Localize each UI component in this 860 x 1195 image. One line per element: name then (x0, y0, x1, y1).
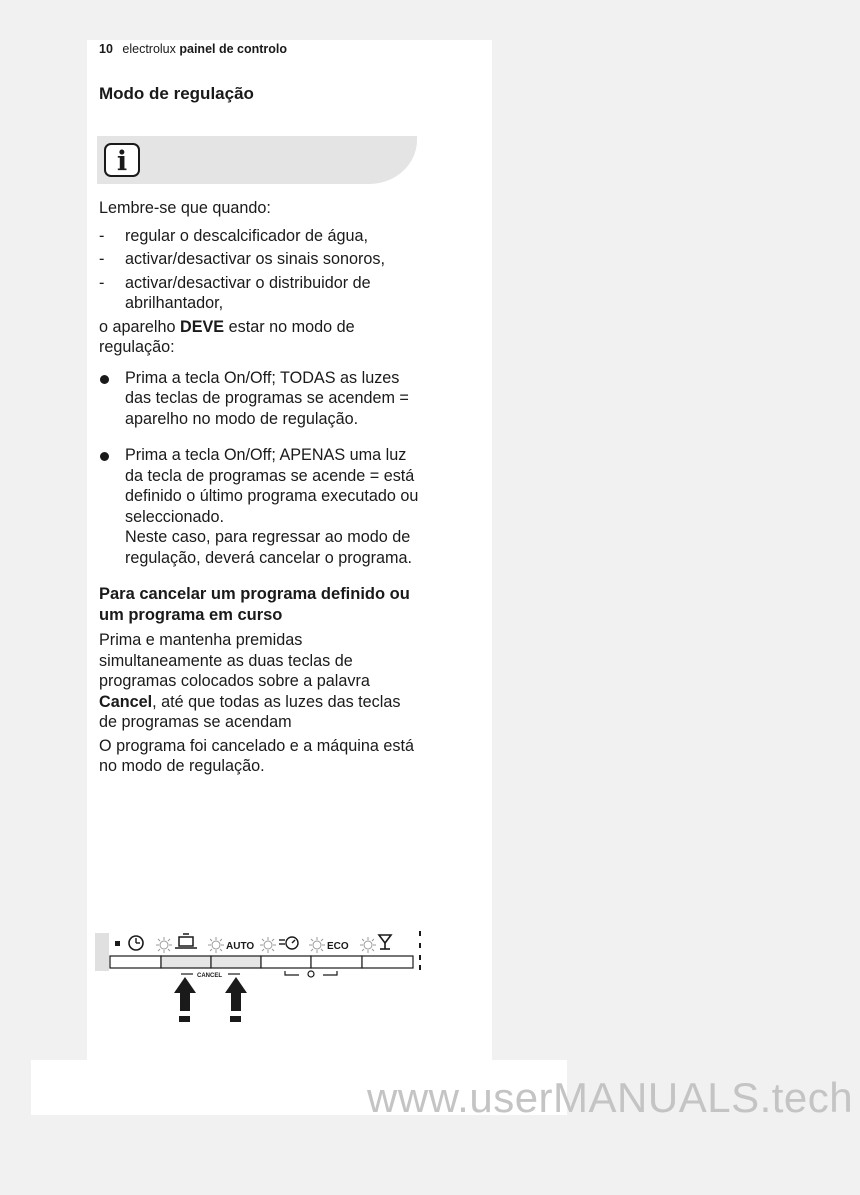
eco-label: ECO (327, 941, 349, 952)
program-button[interactable] (362, 956, 413, 968)
cancel-paragraph (99, 630, 419, 733)
bullet-item (99, 445, 419, 568)
section-name: painel de controlo (179, 42, 288, 56)
manual-page (87, 40, 492, 1060)
brand-name: electrolux (122, 42, 176, 56)
quick-wash-icon (279, 937, 298, 949)
program-button[interactable] (211, 956, 261, 968)
dash-item: - activar/desactivar os sinais sonoros, (99, 249, 419, 270)
program-button[interactable] (311, 956, 362, 968)
must-text (99, 317, 419, 358)
panel-edge (95, 933, 109, 971)
must-text-end: estar no modo de regulação: (99, 317, 355, 356)
arrow-icon (174, 977, 196, 1022)
program-buttons (110, 956, 413, 968)
light-icon (156, 937, 172, 953)
cancel-bracket (181, 973, 240, 979)
auto-label: AUTO (226, 941, 255, 952)
glass-icon (379, 935, 391, 949)
pan-icon (175, 934, 197, 948)
program-button[interactable] (261, 956, 311, 968)
option-bracket (285, 971, 337, 977)
dash-item: - activar/desactivar o distribuidor de abrilhantador, (99, 273, 419, 314)
light-icon (208, 937, 224, 953)
square-indicator (115, 941, 120, 946)
arrow-icon (225, 977, 247, 1022)
cancel-text-start: Prima e mantenha premidas simultaneamente as duas teclas de programas colocados sobre a palavra (99, 631, 370, 690)
body-text (99, 198, 419, 777)
program-button[interactable] (161, 956, 211, 968)
program-button[interactable] (110, 956, 161, 968)
page-number: 10 (99, 42, 113, 56)
dash-list (99, 226, 419, 314)
bullet-list (99, 368, 419, 569)
must-text-start: o aparelho (99, 317, 181, 336)
page-header (99, 42, 287, 56)
bullet-item-text: Prima a tecla On/Off; APENAS uma luz da tecla de programas se acende = está definido o último programa executado ou seleccionado. (125, 446, 419, 526)
cancel-label: CANCEL (197, 973, 222, 979)
bullet-item: Prima a tecla On/Off; TODAS as luzes das teclas de programas se acendem = aparelho no modo de regulação. (99, 368, 419, 430)
light-icon (309, 937, 325, 953)
cancel-text-bold: Cancel (99, 692, 153, 711)
bullet-item-extra: Neste caso, para regressar ao modo de regulação, deverá cancelar o programa. (125, 528, 413, 567)
must-text-bold: DEVE (180, 317, 225, 336)
info-icon: i (104, 143, 140, 177)
timer-icon (129, 936, 143, 950)
section-title: Modo de regulação (99, 84, 254, 103)
watermark: www.userMANUALS.tech (367, 1074, 854, 1121)
result-text: O programa foi cancelado e a máquina está no modo de regulação. (99, 736, 414, 775)
dash-item: - regular o descalcificador de água, (99, 226, 419, 247)
subheading: Para cancelar um programa definido ou um programa em curso (99, 585, 410, 624)
light-icon (360, 937, 376, 953)
info-band (97, 136, 417, 184)
light-icon (260, 937, 276, 953)
cancel-text-end: , até que todas as luzes das teclas de programas se acendam (99, 692, 401, 731)
panel-edge-dots (419, 931, 421, 970)
intro-text: Lembre-se que quando: (99, 199, 271, 217)
control-panel-illustration (95, 925, 435, 1025)
